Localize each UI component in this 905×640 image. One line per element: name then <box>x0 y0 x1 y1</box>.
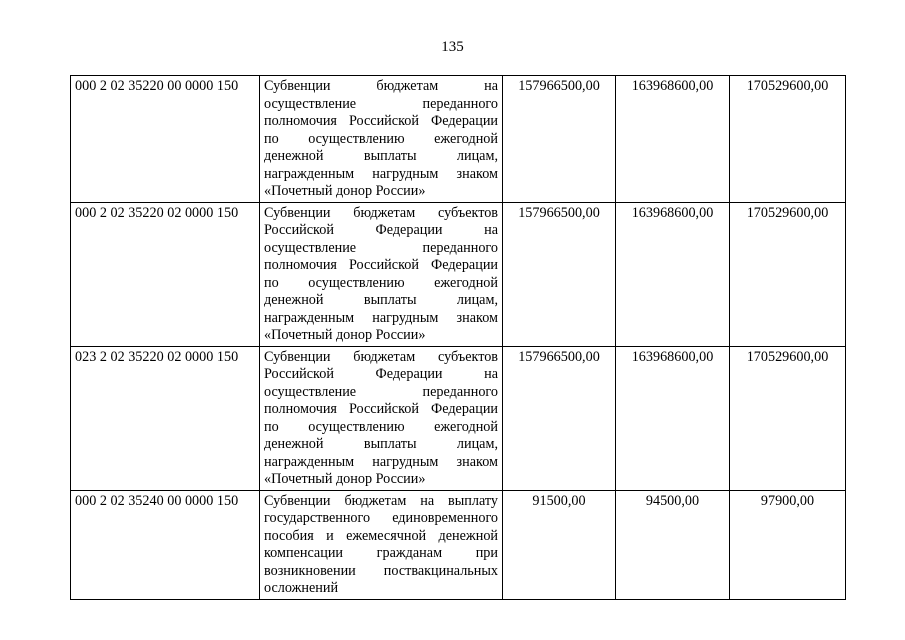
amount-year3-cell: 170529600,00 <box>730 76 846 203</box>
table-row <box>71 76 846 203</box>
amount-year1-cell: 157966500,00 <box>503 76 616 203</box>
budget-table <box>70 75 846 600</box>
description-cell: Субвенции бюджетам субъектов Российской Федерации на осуществление переданного полномочия Российской Федерации по осуществлению ежегодной денежной выплаты лицам, награжденным нагрудным знаком «Почетный донор России» <box>260 202 503 346</box>
amount-year3-cell: 170529600,00 <box>730 202 846 346</box>
table-row <box>71 202 846 346</box>
amount-year3-cell: 170529600,00 <box>730 346 846 490</box>
page-number: 135 <box>441 39 464 55</box>
description-cell: Субвенции бюджетам субъектов Российской Федерации на осуществление переданного полномочия Российской Федерации по осуществлению ежегодной денежной выплаты лицам, награжденным нагрудным знаком «Почетный донор России» <box>260 346 503 490</box>
amount-year2-cell: 163968600,00 <box>616 202 730 346</box>
amount-year1-cell: 91500,00 <box>503 490 616 599</box>
amount-year2-cell: 163968600,00 <box>616 346 730 490</box>
budget-code-cell: 000 2 02 35240 00 0000 150 <box>71 490 260 599</box>
amount-year2-cell: 94500,00 <box>616 490 730 599</box>
amount-year3-cell: 97900,00 <box>730 490 846 599</box>
table-row <box>71 346 846 490</box>
budget-code-cell: 023 2 02 35220 02 0000 150 <box>71 346 260 490</box>
budget-code-cell: 000 2 02 35220 00 0000 150 <box>71 76 260 203</box>
amount-year1-cell: 157966500,00 <box>503 202 616 346</box>
budget-table-body <box>71 76 846 600</box>
amount-year1-cell: 157966500,00 <box>503 346 616 490</box>
budget-code-cell: 000 2 02 35220 02 0000 150 <box>71 202 260 346</box>
description-cell: Субвенции бюджетам на выплату государственного единовременного пособия и ежемесячной денежной компенсации гражданам при возникновении поствакцинальных осложнений <box>260 490 503 599</box>
amount-year2-cell: 163968600,00 <box>616 76 730 203</box>
table-row <box>71 490 846 599</box>
description-cell: Субвенции бюджетам на осуществление переданного полномочия Российской Федерации по осуществлению ежегодной денежной выплаты лицам, награжденным нагрудным знаком «Почетный донор России» <box>260 76 503 203</box>
